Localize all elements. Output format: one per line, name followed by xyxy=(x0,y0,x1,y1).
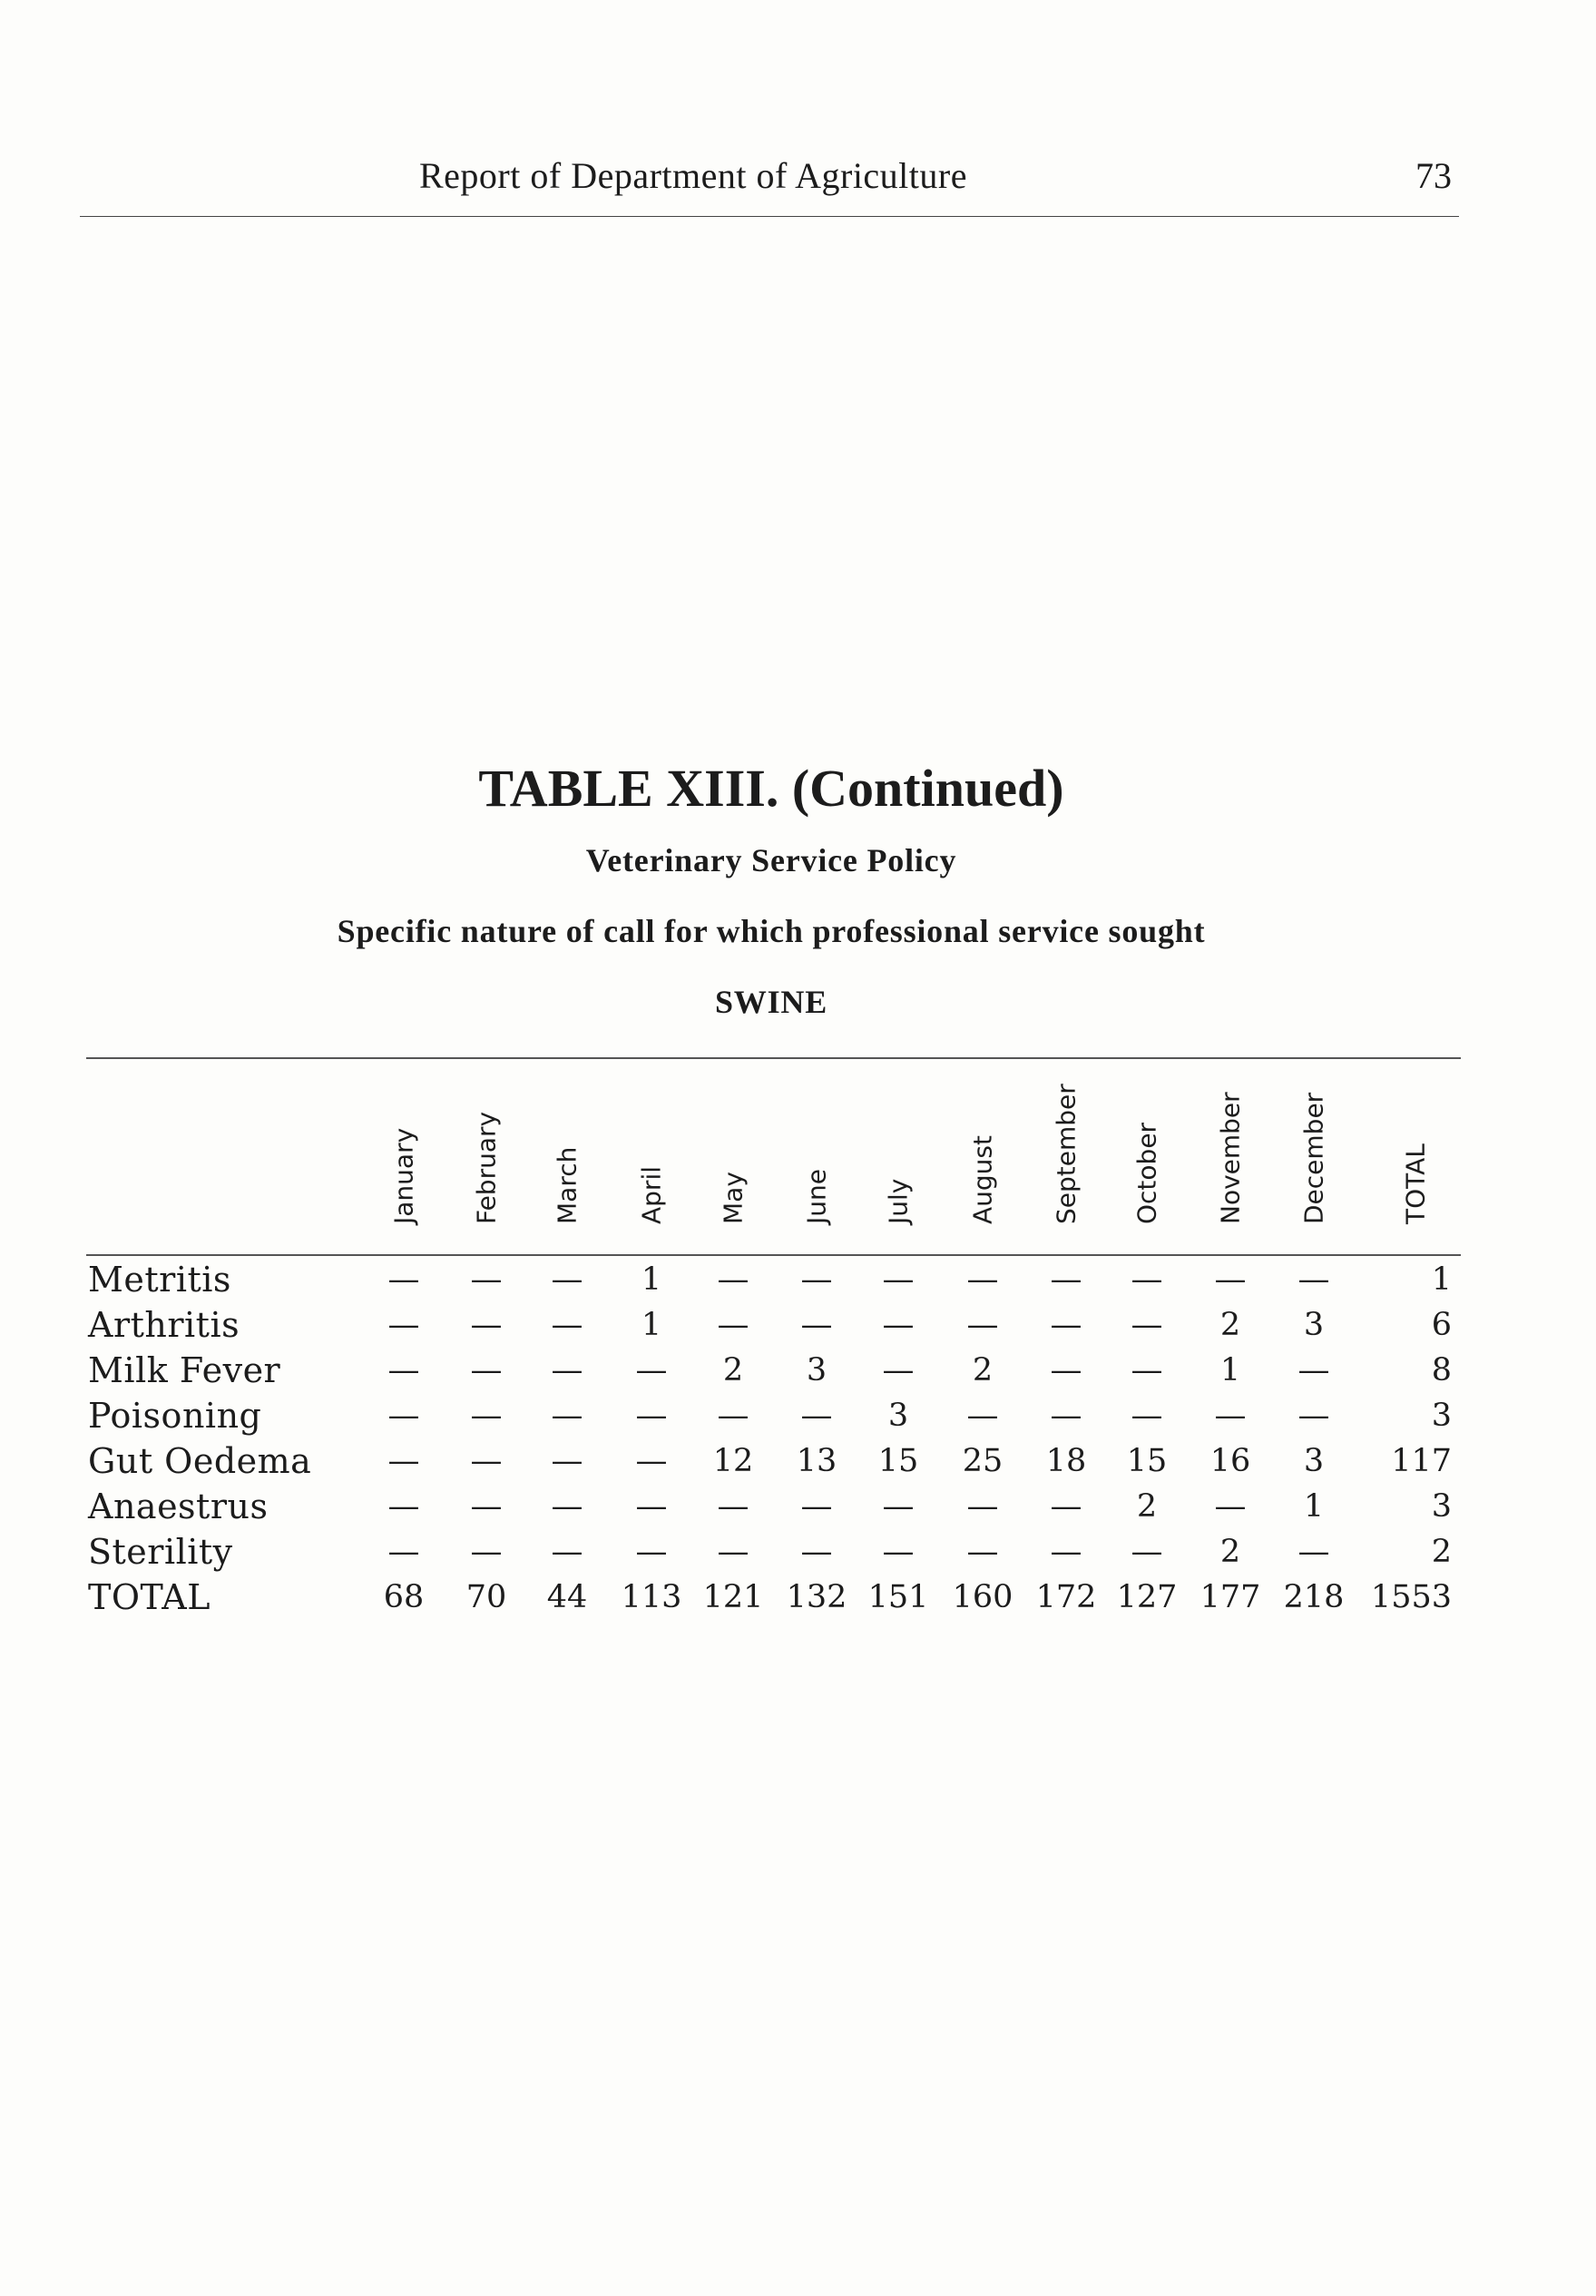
table-title: TABLE XIII. (Continued) xyxy=(478,759,1064,818)
table-cell: — xyxy=(1131,1307,1163,1343)
header-rule xyxy=(80,216,1459,217)
table-cell: — xyxy=(387,1443,420,1479)
table-cell: — xyxy=(387,1307,420,1343)
column-header-label: TOTAL xyxy=(1400,1143,1431,1224)
table-cell: 2 xyxy=(1431,1534,1452,1570)
table-cell: — xyxy=(1214,1398,1247,1434)
table-header-rule xyxy=(86,1254,1461,1256)
table-cell: 1553 xyxy=(1370,1579,1452,1615)
table-cell: 3 xyxy=(1303,1443,1325,1479)
row-label: Sterility xyxy=(88,1532,233,1572)
column-header-june xyxy=(798,1064,835,1254)
table-cell: — xyxy=(717,1398,749,1434)
table-cell: — xyxy=(966,1307,999,1343)
table-cell: 44 xyxy=(546,1579,588,1615)
table-cell: 1 xyxy=(641,1307,662,1343)
column-header-july xyxy=(880,1064,916,1254)
table-cell: 16 xyxy=(1209,1443,1251,1479)
table-cell: 1 xyxy=(1303,1488,1325,1525)
table-cell: — xyxy=(1297,1352,1330,1388)
table-cell: — xyxy=(387,1488,420,1525)
column-header-label: August xyxy=(967,1135,998,1224)
table-cell: — xyxy=(1297,1261,1330,1298)
table-cell: 132 xyxy=(786,1579,847,1615)
table-cell: 2 xyxy=(1136,1488,1158,1525)
table-cell: 3 xyxy=(1431,1488,1452,1525)
table-cell: 2 xyxy=(972,1352,994,1388)
table-cell: — xyxy=(470,1398,503,1434)
table-cell: — xyxy=(966,1261,999,1298)
column-header-label: February xyxy=(471,1111,502,1224)
table-cell: — xyxy=(635,1488,668,1525)
table-subtitle-policy: Veterinary Service Policy xyxy=(585,842,957,878)
table-cell: — xyxy=(551,1261,583,1298)
table-cell: — xyxy=(1050,1488,1082,1525)
table-cell: 2 xyxy=(1219,1307,1241,1343)
column-header-may xyxy=(715,1064,751,1254)
table-cell: 117 xyxy=(1391,1443,1452,1479)
column-header-label: March xyxy=(552,1146,583,1224)
table-cell: — xyxy=(551,1488,583,1525)
table-cell: 1 xyxy=(1431,1261,1452,1298)
column-header-april xyxy=(633,1064,670,1254)
table-cell: 15 xyxy=(1126,1443,1168,1479)
table-cell: 1 xyxy=(641,1261,662,1298)
table-cell: — xyxy=(470,1307,503,1343)
table-cell: — xyxy=(717,1307,749,1343)
table-cell: — xyxy=(1131,1398,1163,1434)
table-cell: 160 xyxy=(952,1579,1013,1615)
table-cell: — xyxy=(1050,1261,1082,1298)
table-cell: 3 xyxy=(806,1352,827,1388)
row-label: Milk Fever xyxy=(88,1350,281,1390)
table-cell: — xyxy=(966,1534,999,1570)
table-cell: — xyxy=(800,1307,833,1343)
row-label: Arthritis xyxy=(88,1305,240,1345)
row-label: TOTAL xyxy=(88,1577,211,1617)
table-cell: 18 xyxy=(1045,1443,1087,1479)
table-cell: — xyxy=(635,1398,668,1434)
table-cell: — xyxy=(1214,1488,1247,1525)
table-cell: — xyxy=(1131,1261,1163,1298)
table-cell: 15 xyxy=(877,1443,919,1479)
table-cell: — xyxy=(882,1488,915,1525)
column-header-label: December xyxy=(1298,1092,1329,1224)
table-cell: — xyxy=(1050,1534,1082,1570)
table-cell: 25 xyxy=(962,1443,1004,1479)
column-header-december xyxy=(1296,1064,1332,1254)
table-cell: — xyxy=(717,1488,749,1525)
table-cell: — xyxy=(551,1443,583,1479)
table-cell: — xyxy=(882,1352,915,1388)
column-header-november xyxy=(1212,1064,1248,1254)
table-subtitle-species: SWINE xyxy=(714,984,828,1020)
table-cell: — xyxy=(800,1261,833,1298)
table-cell: — xyxy=(387,1352,420,1388)
table-cell: — xyxy=(882,1534,915,1570)
table-cell: — xyxy=(966,1488,999,1525)
table-cell: — xyxy=(1050,1307,1082,1343)
table-subtitle-nature: Specific nature of call for which professional service sought xyxy=(337,913,1206,949)
table-cell: 177 xyxy=(1199,1579,1261,1615)
table-cell: — xyxy=(470,1488,503,1525)
column-header-label: September xyxy=(1051,1084,1082,1224)
table-cell: 127 xyxy=(1116,1579,1178,1615)
column-header-label: November xyxy=(1215,1092,1246,1224)
table-cell: — xyxy=(551,1534,583,1570)
table-cell: — xyxy=(551,1307,583,1343)
table-cell: 70 xyxy=(465,1579,507,1615)
table-cell: 151 xyxy=(867,1579,929,1615)
column-header-august xyxy=(964,1064,1001,1254)
table-cell: — xyxy=(966,1398,999,1434)
column-header-january xyxy=(386,1064,422,1254)
table-cell: — xyxy=(635,1443,668,1479)
table-cell: — xyxy=(1297,1534,1330,1570)
table-cell: 3 xyxy=(1303,1307,1325,1343)
column-header-march xyxy=(549,1064,585,1254)
table-cell: — xyxy=(387,1534,420,1570)
table-cell: — xyxy=(1214,1261,1247,1298)
table-cell: — xyxy=(1297,1398,1330,1434)
column-header-label: January xyxy=(388,1127,419,1224)
table-cell: — xyxy=(1131,1352,1163,1388)
table-cell: — xyxy=(551,1398,583,1434)
table-cell: — xyxy=(1050,1398,1082,1434)
table-cell: — xyxy=(551,1352,583,1388)
row-label: Poisoning xyxy=(88,1396,262,1436)
table-cell: 12 xyxy=(712,1443,754,1479)
table-cell: — xyxy=(800,1534,833,1570)
table-cell: 8 xyxy=(1431,1352,1452,1388)
table-cell: 3 xyxy=(887,1398,909,1434)
table-cell: 2 xyxy=(722,1352,744,1388)
column-header-label: October xyxy=(1131,1122,1162,1224)
table-cell: — xyxy=(882,1261,915,1298)
row-label: Gut Oedema xyxy=(88,1441,312,1481)
table-cell: — xyxy=(882,1307,915,1343)
column-header-february xyxy=(468,1064,504,1254)
table-cell: 1 xyxy=(1219,1352,1241,1388)
table-cell: 6 xyxy=(1431,1307,1452,1343)
table-cell: 13 xyxy=(796,1443,837,1479)
table-cell: — xyxy=(1131,1534,1163,1570)
table-cell: — xyxy=(470,1443,503,1479)
page-number: 73 xyxy=(1415,155,1452,196)
table-cell: — xyxy=(387,1261,420,1298)
column-header-label: June xyxy=(801,1169,832,1224)
row-label: Anaestrus xyxy=(88,1487,269,1526)
column-header-label: May xyxy=(718,1172,749,1224)
table-cell: 218 xyxy=(1283,1579,1345,1615)
table-cell: — xyxy=(635,1534,668,1570)
table-cell: 113 xyxy=(621,1579,682,1615)
column-header-label: July xyxy=(883,1178,914,1224)
table-cell: — xyxy=(717,1261,749,1298)
table-cell: 172 xyxy=(1035,1579,1097,1615)
table-cell: — xyxy=(470,1352,503,1388)
column-header-september xyxy=(1048,1064,1084,1254)
table-top-rule xyxy=(86,1057,1461,1059)
table-cell: — xyxy=(717,1534,749,1570)
table-cell: — xyxy=(470,1534,503,1570)
table-cell: 121 xyxy=(702,1579,764,1615)
column-header-october xyxy=(1129,1064,1165,1254)
row-label: Metritis xyxy=(88,1260,231,1300)
table-cell: — xyxy=(800,1398,833,1434)
header-title: Report of Department of Agriculture xyxy=(419,155,967,196)
table-cell: — xyxy=(387,1398,420,1434)
table-cell: 2 xyxy=(1219,1534,1241,1570)
table-cell: 68 xyxy=(383,1579,425,1615)
column-header-total xyxy=(1397,1064,1434,1254)
column-header-label: April xyxy=(636,1166,667,1224)
table-cell: — xyxy=(470,1261,503,1298)
table-cell: — xyxy=(800,1488,833,1525)
table-cell: 3 xyxy=(1431,1398,1452,1434)
table-cell: — xyxy=(1050,1352,1082,1388)
table-cell: — xyxy=(635,1352,668,1388)
